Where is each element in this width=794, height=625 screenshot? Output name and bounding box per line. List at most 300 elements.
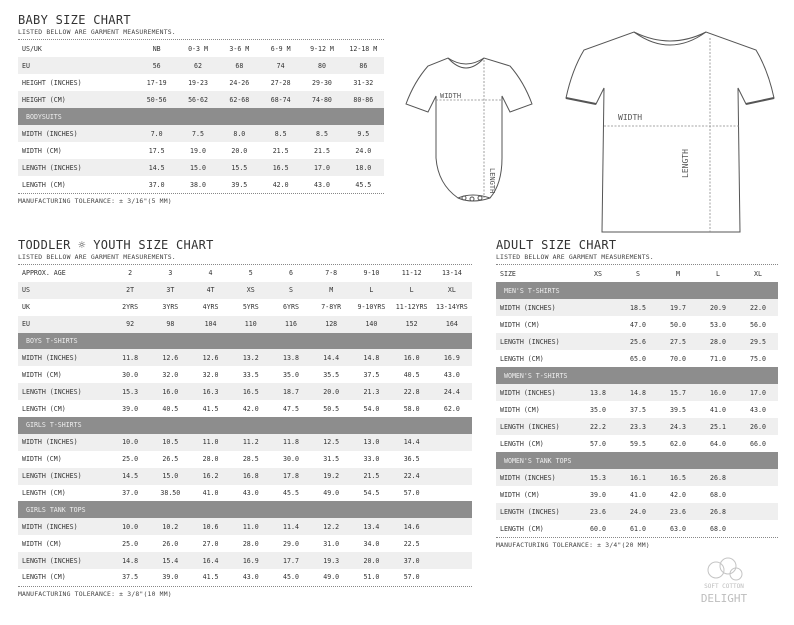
header-cell: NB: [152, 44, 161, 53]
table-row: [18, 282, 472, 299]
table-row: [496, 350, 778, 367]
table-cell: 21.5: [314, 146, 330, 155]
table-cell: 43.0: [314, 180, 330, 189]
toddler-chart-title: TODDLER ☼ YOUTH SIZE CHART: [18, 238, 214, 252]
table-cell: 17.7: [271, 552, 311, 569]
table-row: [18, 142, 384, 159]
table-cell: [432, 451, 472, 468]
table-cell: 3YRS: [162, 303, 179, 312]
table-row: [496, 486, 778, 503]
table-cell: 18.5: [618, 299, 658, 316]
table-cell: 14.8: [618, 384, 658, 401]
row-label: LENGTH (CM): [500, 524, 544, 533]
toddler-tolerance-note: MANUFACTURING TOLERANCE: ± 3/8"(10 MM): [18, 589, 172, 598]
row-label: WIDTH (CM): [22, 539, 62, 548]
table-cell: 15.3: [578, 469, 618, 486]
table-cell: 164: [432, 316, 472, 333]
table-cell: 15.0: [177, 159, 218, 176]
table-row: [496, 520, 778, 537]
header-cell: 2: [128, 269, 133, 278]
table-cell: 31.5: [323, 455, 340, 464]
table-cell: 10.0: [110, 518, 150, 535]
table-cell: 37.0: [392, 552, 432, 569]
table-cell: 41.0: [202, 489, 219, 498]
table-cell: 14.8: [351, 349, 391, 366]
table-cell: 45.0: [283, 573, 299, 582]
soft-cotton-delight-logo: [694, 556, 754, 610]
table-cell: 9.5: [343, 125, 384, 142]
row-label: LENGTH (CM): [22, 180, 66, 189]
table-cell: S: [271, 282, 311, 299]
table-cell: 57.0: [403, 573, 420, 582]
section-header-row: [496, 452, 778, 469]
table-cell: L: [351, 282, 391, 299]
table-cell: 32.0: [202, 370, 219, 379]
table-cell: 51.0: [363, 573, 380, 582]
table-cell: 12.5: [311, 434, 351, 451]
table-cell: 22.0: [738, 299, 778, 316]
table-cell: 29.0: [283, 539, 299, 548]
row-label: EU: [18, 316, 110, 333]
header-cell: 0-3 M: [188, 44, 208, 53]
header-cell: 6-9 M: [270, 44, 291, 53]
table-cell: 31.0: [323, 539, 340, 548]
table-cell: [738, 469, 778, 486]
table-cell: 56-62: [177, 91, 218, 108]
header-cell: 5: [248, 269, 253, 278]
table-cell: 43.0: [443, 370, 460, 379]
row-label: US: [18, 282, 110, 299]
table-cell: 15.7: [658, 384, 698, 401]
table-cell: [432, 569, 472, 586]
table-cell: 42.0: [242, 404, 259, 413]
table-cell: 110: [231, 316, 271, 333]
table-cell: 66.0: [750, 439, 766, 448]
table-cell: 26.5: [162, 455, 179, 464]
table-cell: 14.4: [392, 434, 432, 451]
table-cell: 104: [190, 316, 230, 333]
table-cell: 59.5: [630, 439, 646, 448]
row-label: WIDTH (INCHES): [496, 299, 578, 316]
section-label: WOMEN'S T-SHIRTS: [496, 367, 778, 384]
table-cell: 7-8YR: [321, 303, 342, 312]
table-cell: 80-86: [343, 91, 384, 108]
row-label: WIDTH (CM): [22, 370, 62, 379]
divider: [18, 586, 472, 587]
table-cell: 21.3: [351, 383, 391, 400]
table-cell: 28.5: [242, 455, 259, 464]
table-cell: 11.8: [271, 434, 311, 451]
table-cell: 54.0: [363, 404, 380, 413]
table-row: [496, 384, 778, 401]
table-cell: 24.3: [658, 418, 698, 435]
table-cell: 37.5: [122, 573, 139, 582]
table-row: [18, 299, 472, 316]
row-label: WIDTH (INCHES): [18, 518, 110, 535]
table-cell: 68.0: [710, 524, 726, 533]
table-cell: 38.50: [160, 489, 181, 498]
table-cell: 16.8: [231, 468, 271, 485]
table-cell: 13.4: [351, 518, 391, 535]
toddler-chart-subtitle: LISTED BELLOW ARE GARMENT MEASUREMENTS.: [18, 253, 176, 261]
table-cell: 16.2: [190, 468, 230, 485]
table-cell: XS: [231, 282, 271, 299]
table-cell: 17.0: [301, 159, 342, 176]
table-cell: 2T: [110, 282, 150, 299]
table-cell: 13-14YRS: [435, 303, 468, 312]
table-cell: 16.0: [698, 384, 738, 401]
table-cell: 34.0: [363, 539, 380, 548]
table-cell: 13.2: [231, 349, 271, 366]
table-cell: 47.0: [630, 320, 646, 329]
table-cell: 14.6: [392, 518, 432, 535]
row-label: HEIGHT (INCHES): [22, 78, 82, 87]
table-cell: 58.0: [403, 404, 420, 413]
table-cell: 10.2: [150, 518, 190, 535]
table-cell: 13.0: [351, 434, 391, 451]
table-cell: 24.0: [355, 146, 372, 155]
table-cell: 39.0: [162, 573, 179, 582]
header-cell: US/UK: [22, 44, 42, 53]
table-row: [18, 74, 384, 91]
table-row: [496, 418, 778, 435]
header-cell: 6: [288, 269, 293, 278]
table-cell: 4YRS: [202, 303, 219, 312]
table-cell: 14.5: [136, 159, 177, 176]
table-cell: 15.0: [150, 468, 190, 485]
section-label: WOMEN'S TANK TOPS: [496, 452, 778, 469]
table-cell: 62.0: [443, 404, 460, 413]
header-cell: 3: [168, 269, 173, 278]
table-cell: 41.5: [202, 573, 219, 582]
table-cell: 41.5: [202, 404, 219, 413]
section-header-row: [18, 417, 472, 434]
row-label: LENGTH (INCHES): [18, 468, 110, 485]
baby-tolerance-note: MANUFACTURING TOLERANCE: ± 3/16"(5 MM): [18, 197, 172, 205]
row-label: HEIGHT (CM): [18, 91, 136, 108]
table-cell: 26.0: [162, 539, 179, 548]
table-cell: 13.8: [271, 349, 311, 366]
table-header-row: [496, 265, 778, 282]
table-row: [18, 125, 384, 142]
table-cell: 37.5: [630, 405, 646, 414]
table-row: [18, 57, 384, 74]
table-cell: 14.8: [110, 552, 150, 569]
table-cell: 25.6: [618, 333, 658, 350]
table-cell: 86: [343, 57, 384, 74]
row-label: LENGTH (CM): [500, 439, 544, 448]
table-cell: 50.5: [323, 404, 340, 413]
table-row: [18, 366, 472, 383]
table-cell: 30.0: [122, 370, 139, 379]
table-cell: 23.6: [578, 503, 618, 520]
table-cell: 17.0: [738, 384, 778, 401]
bodysuit-diagram: [398, 52, 548, 212]
toddler-size-table: [18, 265, 472, 586]
tshirt-diagram: [560, 28, 780, 238]
table-row: [18, 569, 472, 586]
table-cell: 41.0: [710, 405, 726, 414]
table-cell: 92: [110, 316, 150, 333]
table-cell: 8.0: [219, 125, 260, 142]
table-cell: 13.8: [578, 384, 618, 401]
table-cell: 9-10YRS: [357, 303, 386, 312]
table-cell: 98: [150, 316, 190, 333]
table-cell: 68: [219, 57, 260, 74]
table-cell: 21.5: [272, 146, 289, 155]
toddler-size-chart: [18, 238, 472, 598]
header-cell: 13-14: [441, 269, 462, 278]
header-cell: 9-10: [363, 269, 380, 278]
table-row: [18, 552, 472, 569]
table-cell: 35.0: [590, 405, 606, 414]
table-cell: 39.0: [122, 404, 139, 413]
table-header-row: [18, 265, 472, 282]
row-label: LENGTH (CM): [500, 354, 544, 363]
table-cell: 116: [271, 316, 311, 333]
table-row: [18, 91, 384, 108]
table-cell: 50.0: [670, 320, 686, 329]
table-cell: 70.0: [670, 354, 686, 363]
table-cell: 16.1: [618, 469, 658, 486]
table-row: [496, 469, 778, 486]
table-cell: 16.9: [432, 349, 472, 366]
table-cell: 71.0: [710, 354, 726, 363]
section-header-row: [18, 501, 472, 518]
row-label: WIDTH (CM): [500, 320, 540, 329]
table-cell: 15.3: [110, 383, 150, 400]
table-cell: 25.0: [122, 455, 139, 464]
table-cell: 11.0: [231, 518, 271, 535]
table-cell: 50-56: [136, 91, 177, 108]
table-cell: 10.6: [190, 518, 230, 535]
table-cell: 39.0: [590, 490, 606, 499]
table-cell: 24.0: [618, 503, 658, 520]
section-label: GIRLS T-SHIRTS: [18, 417, 472, 434]
table-cell: 128: [311, 316, 351, 333]
table-cell: 25.0: [122, 539, 139, 548]
bodysuit-length-label: Length: [488, 168, 496, 194]
header-cell: S: [636, 269, 640, 278]
table-cell: 53.0: [710, 320, 726, 329]
logo-line2: Delight: [700, 592, 748, 605]
table-cell: 22.8: [392, 383, 432, 400]
table-cell: 33.0: [363, 455, 380, 464]
table-cell: 61.0: [630, 524, 646, 533]
section-header-row: [18, 333, 472, 350]
table-cell: 19.2: [311, 468, 351, 485]
table-cell: 75.0: [750, 354, 766, 363]
table-cell: 8.5: [301, 125, 342, 142]
table-row: [18, 159, 384, 176]
table-cell: 11.8: [110, 349, 150, 366]
table-cell: 16.5: [658, 469, 698, 486]
table-cell: 62-68: [219, 91, 260, 108]
table-cell: 7.0: [136, 125, 177, 142]
row-label: LENGTH (CM): [22, 573, 66, 582]
table-row: [496, 299, 778, 316]
table-cell: 18.0: [343, 159, 384, 176]
table-cell: 19-23: [188, 78, 208, 87]
header-cell: 9-12 M: [310, 44, 334, 53]
bodysuit-width-label: Width: [440, 92, 462, 100]
baby-chart-subtitle: LISTED BELLOW ARE GARMENT MEASUREMENTS.: [18, 28, 176, 36]
header-cell: SIZE: [500, 269, 516, 278]
logo-line1: Soft cotton: [704, 583, 744, 590]
header-cell: XS: [594, 269, 602, 278]
table-cell: 7.5: [177, 125, 218, 142]
table-cell: 11.2: [231, 434, 271, 451]
table-header-row: [18, 40, 384, 57]
table-row: [18, 535, 472, 552]
table-cell: 43.0: [242, 489, 259, 498]
table-cell: 16.5: [260, 159, 301, 176]
table-cell: [432, 518, 472, 535]
table-cell: 36.5: [403, 455, 420, 464]
table-cell: 40.5: [162, 404, 179, 413]
table-cell: [432, 434, 472, 451]
adult-size-chart: [496, 238, 778, 549]
table-row: [18, 485, 472, 502]
table-cell: 56.0: [750, 320, 766, 329]
table-row: [496, 316, 778, 333]
table-cell: 4T: [190, 282, 230, 299]
row-label: WIDTH (INCHES): [18, 349, 110, 366]
row-label: LENGTH (INCHES): [18, 159, 136, 176]
row-label: WIDTH (CM): [22, 455, 62, 464]
table-cell: 39.5: [231, 180, 248, 189]
row-label: WIDTH (CM): [500, 405, 540, 414]
table-cell: 14.4: [311, 349, 351, 366]
table-row: [18, 451, 472, 468]
table-cell: [432, 485, 472, 502]
row-label: WIDTH (INCHES): [496, 384, 578, 401]
table-cell: 21.5: [351, 468, 391, 485]
table-cell: 15.5: [219, 159, 260, 176]
table-cell: 17.5: [148, 146, 165, 155]
adult-size-table: [496, 265, 778, 537]
table-cell: 28.0: [698, 333, 738, 350]
table-cell: 12.6: [190, 349, 230, 366]
table-cell: 24-26: [229, 78, 250, 87]
table-cell: 74-80: [301, 91, 342, 108]
table-cell: 11-12YRS: [395, 303, 428, 312]
table-cell: 16.5: [231, 383, 271, 400]
table-cell: 23.6: [658, 503, 698, 520]
adult-tolerance-note: MANUFACTURING TOLERANCE: ± 3/4"(20 MM): [496, 541, 650, 549]
header-cell: 3-6 M: [229, 44, 250, 53]
table-cell: 10.0: [110, 434, 150, 451]
table-cell: 20.0: [311, 383, 351, 400]
table-cell: 38.0: [190, 180, 206, 189]
row-label: EU: [18, 57, 136, 74]
table-cell: XL: [432, 282, 472, 299]
table-cell: 20.9: [698, 299, 738, 316]
header-cell: APPROX. AGE: [22, 269, 66, 278]
table-cell: 45.5: [355, 180, 372, 189]
tshirt-length-label: Length: [681, 149, 690, 178]
table-row: [496, 401, 778, 418]
table-cell: 2YRS: [122, 303, 139, 312]
table-cell: 35.5: [323, 370, 340, 379]
section-label: GIRLS TANK TOPS: [18, 501, 472, 518]
table-cell: 64.0: [710, 439, 726, 448]
table-cell: 16.4: [190, 552, 230, 569]
table-cell: [432, 468, 472, 485]
header-cell: XL: [754, 269, 762, 278]
table-cell: 37.5: [363, 370, 380, 379]
table-cell: 45.5: [283, 489, 299, 498]
section-label: BODYSUITS: [18, 108, 384, 125]
table-cell: 11.4: [271, 518, 311, 535]
table-row: [18, 468, 472, 485]
row-label: LENGTH (INCHES): [496, 333, 578, 350]
table-cell: 5YRS: [242, 303, 259, 312]
table-cell: 23.3: [618, 418, 658, 435]
section-header-row: [496, 367, 778, 384]
table-cell: 43.0: [750, 405, 766, 414]
table-cell: [578, 333, 618, 350]
table-cell: 28.0: [242, 539, 259, 548]
table-cell: 3T: [150, 282, 190, 299]
table-cell: M: [311, 282, 351, 299]
table-cell: 29-30: [312, 78, 332, 87]
table-cell: 35.0: [283, 370, 299, 379]
table-cell: 16.0: [150, 383, 190, 400]
table-row: [496, 435, 778, 452]
table-cell: 41.0: [630, 490, 646, 499]
tshirt-width-label: Width: [618, 113, 643, 122]
row-label: WIDTH (INCHES): [496, 469, 578, 486]
table-row: [496, 333, 778, 350]
row-label: WIDTH (INCHES): [18, 434, 110, 451]
table-cell: 10.5: [150, 434, 190, 451]
baby-size-chart: [18, 13, 384, 205]
table-cell: 22.2: [578, 418, 618, 435]
row-label: LENGTH (CM): [22, 489, 66, 498]
table-cell: 65.0: [630, 354, 646, 363]
table-cell: 12.2: [311, 518, 351, 535]
header-cell: 12-18 M: [349, 44, 378, 53]
header-cell: L: [716, 269, 720, 278]
section-header-row: [18, 108, 384, 125]
table-cell: 20.0: [351, 552, 391, 569]
table-cell: 47.5: [283, 404, 299, 413]
table-row: [18, 349, 472, 366]
table-cell: 18.7: [271, 383, 311, 400]
table-cell: 80: [301, 57, 342, 74]
table-row: [18, 383, 472, 400]
table-cell: 49.0: [323, 489, 340, 498]
row-label: WIDTH (INCHES): [18, 125, 136, 142]
header-cell: M: [676, 269, 680, 278]
header-cell: 7-8: [325, 269, 338, 278]
header-cell: 11-12: [401, 269, 422, 278]
row-label: LENGTH (INCHES): [496, 503, 578, 520]
table-cell: 16.3: [190, 383, 230, 400]
table-cell: 54.5: [363, 489, 380, 498]
table-cell: 25.1: [698, 418, 738, 435]
table-cell: 42.0: [670, 490, 686, 499]
table-cell: 19.3: [311, 552, 351, 569]
row-label: LENGTH (INCHES): [18, 552, 110, 569]
section-label: MEN'S T-SHIRTS: [496, 282, 778, 299]
table-cell: 22.5: [403, 539, 420, 548]
table-row: [18, 434, 472, 451]
table-cell: 49.0: [323, 573, 340, 582]
baby-chart-title: BABY SIZE CHART: [18, 13, 131, 27]
table-row: [18, 400, 472, 417]
